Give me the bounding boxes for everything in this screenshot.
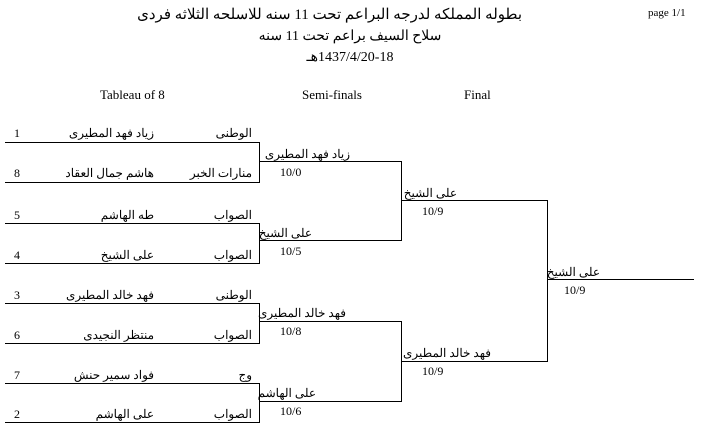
champion-score: 10/9 xyxy=(564,283,586,297)
semi-score: 10/6 xyxy=(280,404,302,418)
fencer-name: فواد سمير حنش xyxy=(73,368,154,382)
fencer-club: الوطنى xyxy=(215,288,252,302)
bracket-line xyxy=(547,200,548,362)
fencer-club: الصواب xyxy=(213,407,252,421)
fencer-club: منارات الخبر xyxy=(189,166,252,180)
fencer-name: زياد فهد المطيرى xyxy=(68,126,154,140)
bracket-line xyxy=(5,383,260,384)
bracket-line xyxy=(5,303,260,304)
fencer-name: هاشم جمال العقاد xyxy=(65,166,154,180)
semi-winner-name: زياد فهد المطيرى xyxy=(264,147,350,161)
seed-number: 3 xyxy=(14,288,20,302)
page-number: page 1/1 xyxy=(648,7,686,19)
bracket-line xyxy=(402,361,548,362)
bracket-line xyxy=(5,263,260,264)
seed-number: 8 xyxy=(14,166,20,180)
page-subtitle: سلاح السيف براعم تحت 11 سنه xyxy=(258,29,442,44)
round-header-final: Final xyxy=(464,87,491,102)
fencer-club: الصواب xyxy=(213,208,252,222)
fencer-club: الصواب xyxy=(213,248,252,262)
page-title: بطوله المملكه لدرجه البراعم تحت 11 سنه للاسلحه الثلاثه فردى xyxy=(137,7,522,23)
bracket-line xyxy=(260,321,402,322)
fencer-name: على الهاشم xyxy=(95,407,154,421)
seed-number: 7 xyxy=(14,368,20,382)
bracket-line xyxy=(5,343,260,344)
bracket-line xyxy=(402,200,548,201)
fencer-club: الصواب xyxy=(213,328,252,342)
seed-number: 2 xyxy=(14,407,20,421)
bracket-line xyxy=(5,182,260,183)
bracket-line xyxy=(548,279,694,280)
final-score: 10/9 xyxy=(422,204,444,218)
seed-number: 6 xyxy=(14,328,20,342)
fencer-name: على الشيخ xyxy=(100,248,154,262)
semi-winner-name: فهد خالد المطيرى xyxy=(257,306,346,320)
fencer-club: وج xyxy=(238,368,252,382)
final-winner-name: على الشيخ xyxy=(403,186,457,200)
semi-score: 10/5 xyxy=(280,244,302,258)
bracket-line xyxy=(5,422,260,423)
bracket-line xyxy=(260,401,402,402)
bracket-line xyxy=(259,142,260,183)
bracket-line xyxy=(260,161,402,162)
semi-score: 10/0 xyxy=(280,165,302,179)
bracket-line xyxy=(5,223,260,224)
round-header-semi-finals: Semi-finals xyxy=(302,87,362,102)
final-winner-name: فهد خالد المطيرى xyxy=(402,346,491,360)
fencer-club: الوطنى xyxy=(215,126,252,140)
semi-score: 10/8 xyxy=(280,324,302,338)
semi-winner-name: على الهاشم xyxy=(257,386,316,400)
fencer-name: طه الهاشم xyxy=(100,208,154,222)
bracket-line xyxy=(401,161,402,241)
fencer-name: فهد خالد المطيرى xyxy=(65,288,154,302)
seed-number: 4 xyxy=(14,248,20,262)
semi-winner-name: على الشيخ xyxy=(258,226,312,240)
seed-number: 5 xyxy=(14,208,20,222)
champion-name: على الشيخ xyxy=(546,265,600,279)
bracket-line xyxy=(5,142,260,143)
bracket-line xyxy=(260,240,402,241)
final-score: 10/9 xyxy=(422,364,444,378)
round-header-tableau-of-8: Tableau of 8 xyxy=(100,87,165,102)
event-date: 1437/4/20-18هـ xyxy=(306,50,394,65)
fencer-name: منتظر النجيدى xyxy=(83,328,154,342)
seed-number: 1 xyxy=(14,126,20,140)
